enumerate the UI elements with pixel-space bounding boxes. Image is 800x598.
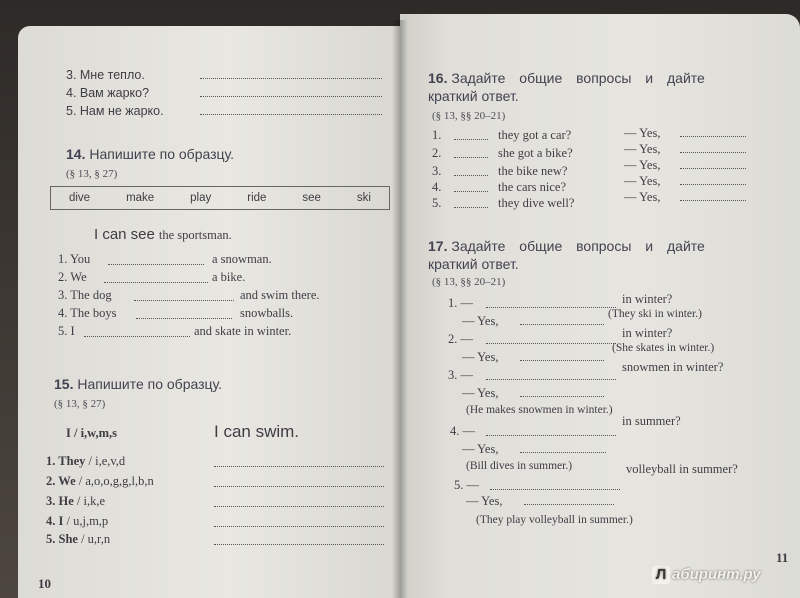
task17-ref: (§ 13, §§ 20–21) [432, 276, 506, 288]
task15-item-3-letters: / i,k,e [73, 494, 106, 508]
answer-line [454, 207, 488, 208]
sample-rest: the sportsman. [158, 228, 232, 242]
task16-item-3-question: the bike new? [498, 164, 568, 178]
item-number: 3. [432, 164, 442, 178]
word-box [50, 186, 390, 210]
task17-item-3-hint: (He makes snowmen in winter.) [466, 404, 613, 416]
answer-line [454, 191, 488, 192]
task16-item-5-answer: — Yes, [624, 190, 661, 204]
task16-item-1-answer: — Yes, [624, 126, 661, 140]
answer-line [136, 318, 232, 319]
task17-item-4-yes: — Yes, [462, 442, 499, 456]
task16-number: 16. [428, 70, 448, 86]
task14-item-4-end: snowballs. [240, 306, 294, 320]
task17-item-4-question: in summer? [622, 414, 681, 428]
task15-item-2 [46, 474, 154, 489]
task15-item-5-subject: 5. She [46, 532, 78, 546]
task16-item-1 [432, 128, 441, 143]
task14-item-5: 5. I [58, 324, 75, 338]
task14-item-3: 3. The dog [58, 288, 112, 302]
task17-item-1-number: 1. — [448, 296, 473, 310]
task15-item-4-letters: / u,j,m,p [63, 514, 109, 528]
answer-line [214, 466, 384, 467]
word-dive: dive [68, 192, 91, 204]
task15-number: 15. [54, 376, 74, 392]
answer-line [520, 324, 604, 325]
task16-heading [428, 70, 705, 86]
answer-line [680, 184, 746, 185]
task17-item-2-number: 2. — [448, 332, 473, 346]
answer-line [486, 307, 616, 308]
task15-item-2-subject: 2. We [46, 474, 76, 488]
task15-item-3-subject: 3. He [46, 494, 74, 508]
item-number: 1. [432, 128, 442, 142]
top-item-4: 4. Вам жарко? [66, 86, 150, 100]
answer-line [200, 78, 382, 79]
task15-item-5 [46, 532, 110, 547]
task17-title-2: краткий ответ. [428, 256, 519, 272]
watermark-text: абиринт.ру [672, 566, 761, 583]
task14-item-4: 4. The boys [58, 306, 117, 320]
answer-line [680, 200, 746, 201]
task15-item-3 [46, 494, 105, 509]
answer-line [214, 544, 384, 545]
answer-line [214, 486, 384, 487]
task16-item-4-question: the cars nice? [498, 180, 567, 194]
task15-item-1-letters: / i,e,v,d [85, 454, 126, 468]
task14-item-3-end: and swim there. [240, 288, 320, 302]
task17-item-3-question: snowmen in winter? [622, 360, 724, 374]
answer-line [200, 96, 382, 97]
task17-item-4-number: 4. — [450, 424, 475, 438]
task17-item-3-yes: — Yes, [462, 386, 499, 400]
task16-item-2-question: she got a bike? [498, 146, 573, 160]
task15-title: Напишите по образцу. [77, 376, 223, 392]
top-item-3: 3. Мне тепло. [66, 68, 145, 82]
task14-number: 14. [66, 146, 86, 162]
task17-item-1-yes: — Yes, [462, 314, 499, 328]
item-number: 4. [432, 180, 442, 194]
answer-line [454, 175, 488, 176]
task15-sample-text: I can swim. [214, 422, 300, 441]
task14-ref: (§ 13, § 27) [66, 168, 118, 180]
top-item-5: 5. Нам не жарко. [66, 104, 164, 118]
answer-line [524, 504, 614, 505]
word-make: make [126, 192, 155, 204]
task15-item-4 [46, 514, 108, 529]
task17-item-2-hint: (She skates in winter.) [612, 342, 715, 354]
task14-item-2-end: a bike. [212, 270, 246, 284]
task14-title: Напишите по образцу. [89, 146, 235, 162]
word-see: see [302, 192, 321, 204]
task17-item-5-hint: (They play volleyball in summer.) [476, 514, 633, 526]
task17-title-1: Задайте общие вопросы и дайте [451, 238, 705, 254]
task17-number: 17. [428, 238, 448, 254]
task17-item-5-yes: — Yes, [466, 494, 503, 508]
answer-line [680, 136, 746, 137]
task16-item-2-answer: — Yes, [624, 142, 661, 156]
task14-item-5-end: and skate in winter. [194, 324, 292, 338]
task17-item-5-question: volleyball in summer? [626, 462, 738, 476]
answer-line [104, 282, 208, 283]
item-number: 5. [432, 196, 442, 210]
answer-line [214, 506, 384, 507]
sample-phrase: I can see [94, 226, 155, 243]
answer-line [486, 343, 616, 344]
labirint-watermark [652, 566, 761, 584]
task16-title-2: краткий ответ. [428, 88, 519, 104]
labirint-logo-icon: Л [652, 566, 670, 584]
task17-item-5-number: 5. — [454, 478, 479, 492]
task16-ref: (§ 13, §§ 20–21) [432, 110, 506, 122]
answer-line [486, 435, 616, 436]
task16-title-1: Задайте общие вопросы и дайте [451, 70, 705, 86]
task14-item-2: 2. We [58, 270, 87, 284]
word-ride: ride [247, 192, 267, 204]
page-number-right: 11 [776, 550, 789, 565]
book-spine [392, 20, 408, 598]
task15-item-4-subject: 4. I [46, 514, 64, 528]
task17-item-1-question: in winter? [622, 292, 673, 306]
answer-line [680, 152, 746, 153]
task15-sample-letters: I / i,w,m,s [66, 426, 118, 440]
task14-sample [94, 226, 232, 244]
task16-item-2 [432, 146, 441, 161]
task17-item-4-hint: (Bill dives in summer.) [466, 460, 573, 472]
task16-item-5 [432, 196, 441, 211]
task16-item-5-question: they dive well? [498, 196, 575, 210]
answer-line [520, 396, 604, 397]
answer-line [134, 300, 234, 301]
task15-item-2-letters: / a,o,o,g,g,l,b,n [75, 474, 154, 488]
answer-line [108, 264, 204, 265]
item-number: 2. [432, 146, 442, 160]
task15-item-5-letters: / u,r,n [77, 532, 111, 546]
answer-line [490, 489, 620, 490]
answer-line [84, 336, 190, 337]
task16-item-3-answer: — Yes, [624, 158, 661, 172]
task14-heading [66, 146, 234, 162]
task17-item-3-number: 3. — [448, 368, 473, 382]
task14-item-1-end: a snowman. [212, 252, 272, 266]
answer-line [214, 526, 384, 527]
answer-line [520, 360, 604, 361]
task16-item-1-question: they got a car? [498, 128, 572, 142]
task15-heading [54, 376, 222, 392]
word-ski: ski [356, 192, 371, 204]
task17-item-1-hint: (They ski in winter.) [608, 308, 702, 320]
answer-line [454, 157, 488, 158]
answer-line [200, 114, 382, 115]
task17-heading [428, 238, 705, 254]
task17-item-2-question: in winter? [622, 326, 673, 340]
task16-item-4 [432, 180, 441, 195]
answer-line [520, 452, 606, 453]
answer-line [454, 139, 488, 140]
answer-line [680, 168, 746, 169]
task17-item-2-yes: — Yes, [462, 350, 499, 364]
task16-item-3 [432, 164, 441, 179]
task15-item-1-subject: 1. They [46, 454, 86, 468]
answer-line [486, 379, 616, 380]
task15-item-1 [46, 454, 125, 469]
page-number-left: 10 [38, 576, 51, 591]
word-play: play [190, 192, 212, 204]
task16-item-4-answer: — Yes, [624, 174, 661, 188]
task15-ref: (§ 13, § 27) [54, 398, 106, 410]
task14-item-1: 1. You [58, 252, 91, 266]
